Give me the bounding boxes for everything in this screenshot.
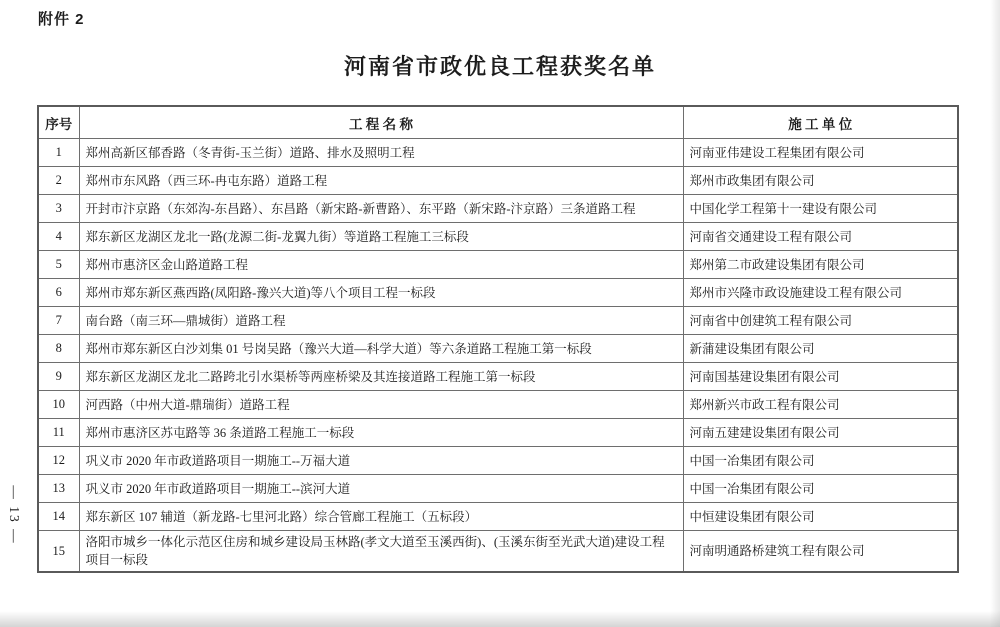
table-row [38,475,958,503]
cell-project-name: 郑东新区 107 辅道（新龙路-七里河北路）综合管廊工程施工（五标段） [79,503,683,531]
table-row [38,419,958,447]
page-title: 河南省市政优良工程获奖名单 [343,54,656,79]
cell-project-name: 巩义市 2020 年市政道路项目一期施工--万福大道 [79,447,683,475]
cell-construction-unit: 河南亚伟建设工程集团有限公司 [683,139,958,167]
cell-construction-unit: 郑州新兴市政工程有限公司 [683,391,958,419]
cell-project-name: 郑州市惠济区金山路道路工程 [79,251,683,279]
table-row [38,447,958,475]
table-row [38,531,958,573]
table-row [38,391,958,419]
cell-serial-number: 2 [38,167,79,195]
cell-construction-unit: 河南国基建设集团有限公司 [683,363,958,391]
header-project-name: 工 程 名 称 [79,106,683,139]
cell-serial-number: 15 [38,531,79,573]
cell-project-name: 郑州市东风路（西三环-冉屯东路）道路工程 [79,167,683,195]
cell-serial-number: 9 [38,363,79,391]
scan-edge-right [990,0,1000,627]
cell-serial-number: 12 [38,447,79,475]
table-row [38,363,958,391]
cell-construction-unit: 郑州第二市政建设集团有限公司 [683,251,958,279]
cell-construction-unit: 中国一冶集团有限公司 [683,475,958,503]
cell-project-name: 郑州市郑东新区白沙刘集 01 号岗吴路（豫兴大道—科学大道）等六条道路工程施工第一标段 [79,335,683,363]
cell-construction-unit: 郑州市兴隆市政设施建设工程有限公司 [683,279,958,307]
cell-serial-number: 1 [38,139,79,167]
cell-serial-number: 11 [38,419,79,447]
cell-project-name: 开封市汴京路（东郊沟-东昌路）、东昌路（新宋路-新曹路）、东平路（新宋路-汴京路）三条道路工程 [79,195,683,223]
cell-construction-unit: 河南省中创建筑工程有限公司 [683,307,958,335]
table-row [38,139,958,167]
cell-serial-number: 6 [38,279,79,307]
cell-project-name: 郑东新区龙湖区龙北二路跨北引水渠桥等两座桥梁及其连接道路工程施工第一标段 [79,363,683,391]
table-row [38,503,958,531]
table-body [38,139,958,573]
attachment-label: 附件 2 [38,11,85,28]
table-row [38,195,958,223]
cell-project-name: 河西路（中州大道-鼎瑞街）道路工程 [79,391,683,419]
cell-construction-unit: 河南省交通建设工程有限公司 [683,223,958,251]
table-row [38,251,958,279]
table-row [38,279,958,307]
header-serial-number: 序号 [38,106,79,139]
cell-serial-number: 10 [38,391,79,419]
cell-serial-number: 13 [38,475,79,503]
table-header-row [38,106,958,139]
cell-construction-unit: 中恒建设集团有限公司 [683,503,958,531]
cell-project-name: 郑州高新区郁香路（冬青街-玉兰街）道路、排水及照明工程 [79,139,683,167]
cell-project-name: 郑东新区龙湖区龙北一路(龙源二街-龙翼九街）等道路工程施工三标段 [79,223,683,251]
cell-serial-number: 5 [38,251,79,279]
table-row [38,167,958,195]
cell-construction-unit: 郑州市政集团有限公司 [683,167,958,195]
cell-project-name: 郑州市惠济区苏屯路等 36 条道路工程施工一标段 [79,419,683,447]
table-row [38,335,958,363]
cell-construction-unit: 中国化学工程第十一建设有限公司 [683,195,958,223]
cell-serial-number: 14 [38,503,79,531]
header-construction-unit: 施 工 单 位 [683,106,958,139]
cell-project-name: 巩义市 2020 年市政道路项目一期施工--滨河大道 [79,475,683,503]
cell-serial-number: 3 [38,195,79,223]
cell-project-name: 郑州市郑东新区燕西路(凤阳路-豫兴大道)等八个项目工程一标段 [79,279,683,307]
table-row [38,223,958,251]
table-row [38,307,958,335]
page-number: — 13 — [7,485,22,545]
cell-project-name: 洛阳市城乡一体化示范区住房和城乡建设局玉林路(孝文大道至玉溪西街)、(玉溪东街至光武大道)建设工程项目一标段 [79,531,683,573]
cell-construction-unit: 河南明通路桥建筑工程有限公司 [683,531,958,573]
scan-edge-bottom [0,611,1000,627]
cell-serial-number: 8 [38,335,79,363]
award-table [37,105,959,573]
cell-project-name: 南台路（南三环—鼎城街）道路工程 [79,307,683,335]
cell-construction-unit: 中国一冶集团有限公司 [683,447,958,475]
cell-serial-number: 4 [38,223,79,251]
cell-serial-number: 7 [38,307,79,335]
cell-construction-unit: 河南五建建设集团有限公司 [683,419,958,447]
table-header [38,106,958,139]
cell-construction-unit: 新蒲建设集团有限公司 [683,335,958,363]
